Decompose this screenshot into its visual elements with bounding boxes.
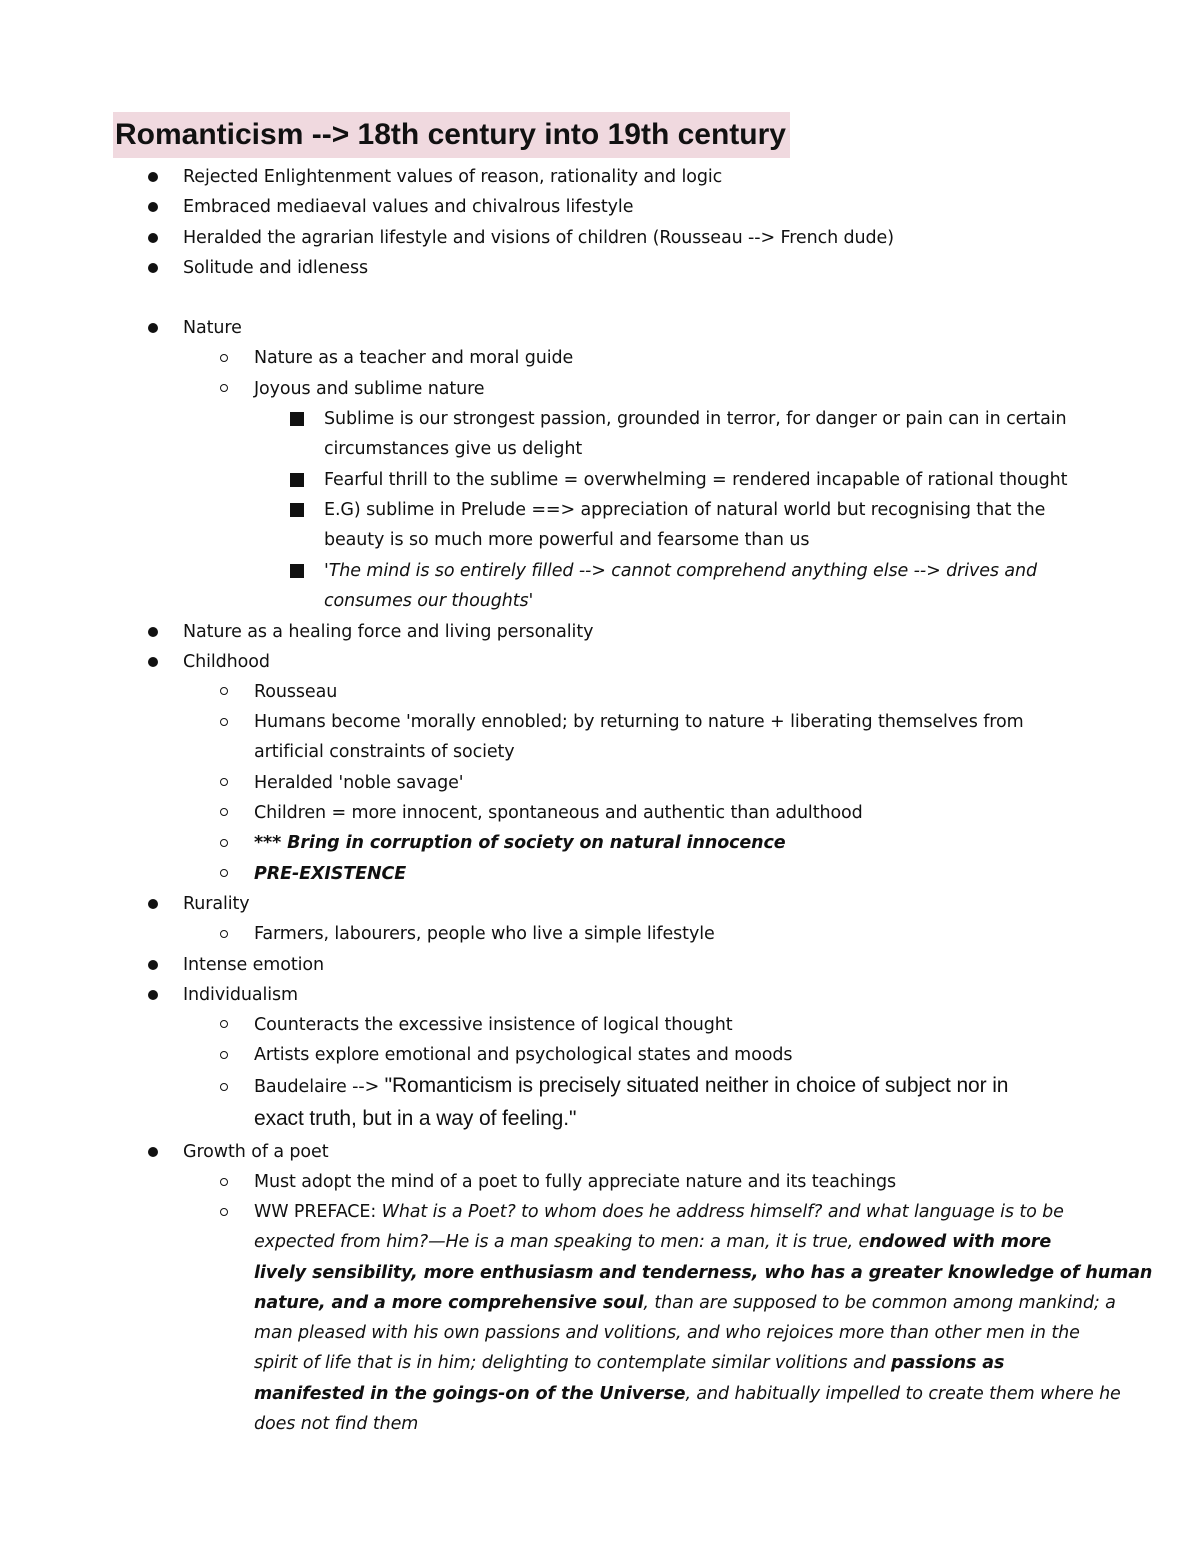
list-item: Nature as a teacher and moral guide bbox=[254, 348, 574, 368]
bullet-icon bbox=[148, 323, 158, 333]
list-item: Fearful thrill to the sublime = overwhelming = rendered incapable of rational thought bbox=[324, 470, 1068, 490]
preface-text: expected from him?—He is a man speaking to men: a man, it is true, e bbox=[254, 1232, 870, 1252]
hollow-bullet-icon bbox=[220, 930, 228, 938]
preface-emphasis: ndowed with more bbox=[869, 1232, 1052, 1252]
list-item: Farmers, labourers, people who live a simple lifestyle bbox=[254, 924, 715, 944]
hollow-bullet-icon bbox=[220, 1178, 228, 1186]
list-item: Children = more innocent, spontaneous and authentic than adulthood bbox=[254, 803, 863, 823]
bullet-icon bbox=[148, 263, 158, 273]
hollow-bullet-icon bbox=[220, 354, 228, 362]
list-item-continuation: circumstances give us delight bbox=[324, 439, 583, 459]
hollow-bullet-icon bbox=[220, 1083, 228, 1091]
quote-text: "Romanticism is precisely situated neither in choice of subject nor in bbox=[384, 1074, 1009, 1097]
preface-line bbox=[254, 1227, 1051, 1257]
bullet-icon bbox=[148, 1147, 158, 1157]
preface-emphasis: nature, and a more comprehensive soul bbox=[254, 1293, 644, 1313]
bullet-icon bbox=[148, 233, 158, 243]
preface-line bbox=[254, 1288, 1116, 1318]
list-item: Solitude and idleness bbox=[183, 258, 369, 278]
bullet-icon bbox=[148, 990, 158, 1000]
bullet-icon bbox=[148, 172, 158, 182]
list-item: 'The mind is so entirely filled --> cannot comprehend anything else --> drives and bbox=[324, 561, 1037, 581]
quote-text-continuation: exact truth, but in a way of feeling." bbox=[254, 1107, 577, 1130]
list-item bbox=[254, 1071, 1008, 1102]
page-title: Romanticism --> 18th century into 19th century bbox=[113, 112, 790, 158]
hollow-bullet-icon bbox=[220, 1208, 228, 1216]
square-bullet-icon bbox=[290, 473, 304, 487]
preface-emphasis: passions as bbox=[891, 1353, 1005, 1373]
bullet-icon bbox=[148, 960, 158, 970]
hollow-bullet-icon bbox=[220, 778, 228, 786]
list-item bbox=[254, 1197, 1064, 1227]
list-item: Humans become 'morally ennobled; by returning to nature + liberating themselves from bbox=[254, 712, 1024, 732]
hollow-bullet-icon bbox=[220, 839, 228, 847]
preface-text: does not find them bbox=[254, 1414, 419, 1434]
list-item: Rousseau bbox=[254, 682, 338, 702]
list-item: Heralded 'noble savage' bbox=[254, 773, 464, 793]
list-item: PRE-EXISTENCE bbox=[254, 864, 407, 884]
preface-text: What is a Poet? to whom does he address himself? and what language is to be bbox=[381, 1202, 1064, 1222]
list-item: Counteracts the excessive insistence of logical thought bbox=[254, 1015, 733, 1035]
preface-text: spirit of life that is in him; delighting to contemplate similar volitions and bbox=[254, 1353, 892, 1373]
bullet-icon bbox=[148, 899, 158, 909]
bullet-icon bbox=[148, 202, 158, 212]
square-bullet-icon bbox=[290, 564, 304, 578]
preface-text: , than are supposed to be common among mankind; a bbox=[643, 1293, 1116, 1313]
list-item-continuation: consumes our thoughts' bbox=[324, 591, 534, 611]
list-item: Sublime is our strongest passion, grounded in terror, for danger or pain can in certain bbox=[324, 409, 1067, 429]
list-item: Rurality bbox=[183, 894, 250, 914]
preface-line bbox=[254, 1348, 1004, 1378]
list-item-continuation: beauty is so much more powerful and fearsome than us bbox=[324, 530, 810, 550]
list-item: Embraced mediaeval values and chivalrous lifestyle bbox=[183, 197, 634, 217]
list-item: Growth of a poet bbox=[183, 1142, 329, 1162]
preface-emphasis: lively sensibility, more enthusiasm and tenderness, who has a greater knowledge of human bbox=[254, 1263, 1153, 1283]
list-item: Joyous and sublime nature bbox=[254, 379, 485, 399]
list-item: Artists explore emotional and psychological states and moods bbox=[254, 1045, 793, 1065]
list-item: Intense emotion bbox=[183, 955, 324, 975]
list-item: Individualism bbox=[183, 985, 298, 1005]
hollow-bullet-icon bbox=[220, 808, 228, 816]
preface-text: , and habitually impelled to create them where he bbox=[685, 1384, 1121, 1404]
list-item: Rejected Enlightenment values of reason, rationality and logic bbox=[183, 167, 723, 187]
square-bullet-icon bbox=[290, 503, 304, 517]
list-item: Must adopt the mind of a poet to fully appreciate nature and its teachings bbox=[254, 1172, 897, 1192]
preface-text: man pleased with his own passions and volitions, and who rejoices more than other men in the bbox=[254, 1323, 1080, 1343]
quote-attribution: Baudelaire --> bbox=[254, 1077, 385, 1097]
preface-emphasis: manifested in the goings-on of the Universe bbox=[254, 1384, 686, 1404]
list-item: Heralded the agrarian lifestyle and visions of children (Rousseau --> French dude) bbox=[183, 228, 894, 248]
hollow-bullet-icon bbox=[220, 687, 228, 695]
list-item-continuation: artificial constraints of society bbox=[254, 742, 515, 762]
hollow-bullet-icon bbox=[220, 1051, 228, 1059]
hollow-bullet-icon bbox=[220, 1020, 228, 1028]
list-item: Childhood bbox=[183, 652, 270, 672]
hollow-bullet-icon bbox=[220, 718, 228, 726]
list-item: *** Bring in corruption of society on natural innocence bbox=[254, 833, 786, 853]
list-item: E.G) sublime in Prelude ==> appreciation of natural world but recognising that the bbox=[324, 500, 1046, 520]
list-item: Nature bbox=[183, 318, 242, 338]
hollow-bullet-icon bbox=[220, 869, 228, 877]
preface-line bbox=[254, 1379, 1121, 1409]
bullet-icon bbox=[148, 627, 158, 637]
bullet-icon bbox=[148, 657, 158, 667]
hollow-bullet-icon bbox=[220, 384, 228, 392]
list-item: Nature as a healing force and living personality bbox=[183, 622, 594, 642]
preface-label: WW PREFACE: bbox=[254, 1202, 382, 1222]
square-bullet-icon bbox=[290, 412, 304, 426]
